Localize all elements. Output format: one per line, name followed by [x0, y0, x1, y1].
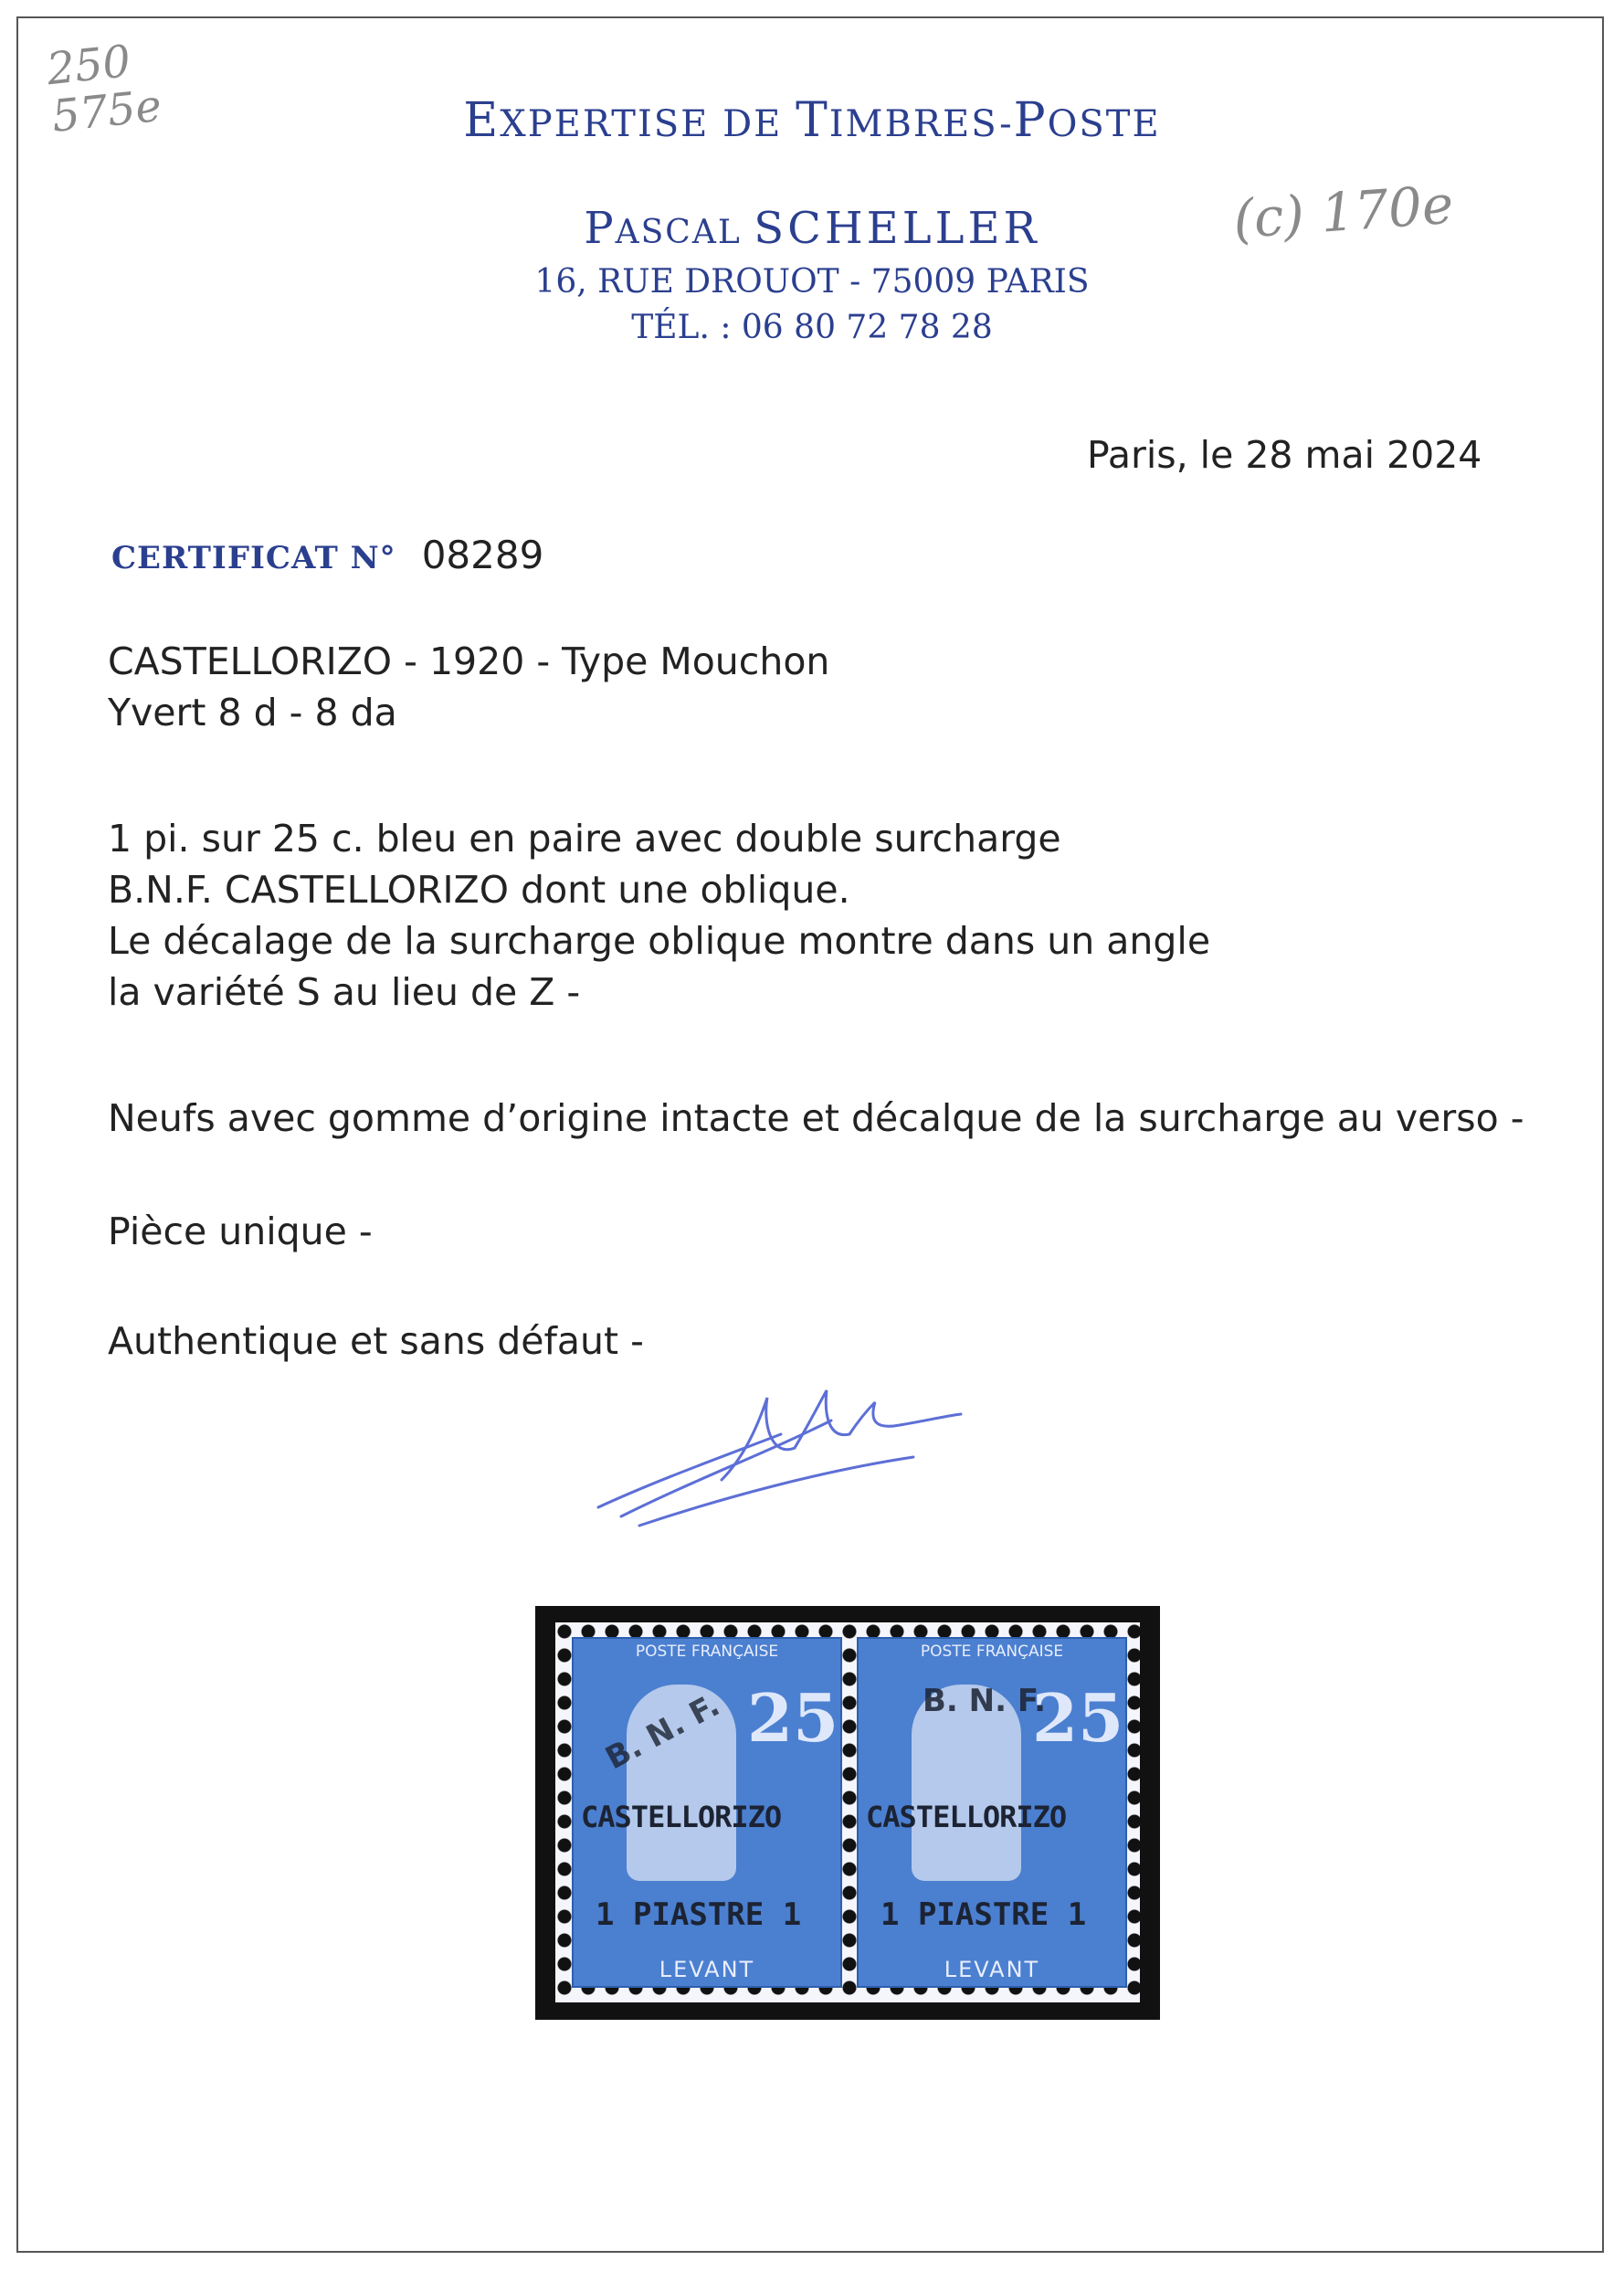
stamp-bottom-banner: LEVANT	[944, 1957, 1040, 1982]
expert-address: 16, RUE DROUOT - 75009 PARIS	[534, 263, 1090, 301]
stamp-left	[572, 1637, 842, 1988]
stamp-top-banner: POSTE FRANÇAISE	[920, 1643, 1064, 1661]
description-line: la variété S au lieu de Z -	[108, 970, 581, 1014]
stamp-right	[857, 1637, 1127, 1988]
stamp-top-banner: POSTE FRANÇAISE	[635, 1643, 779, 1661]
certificate-number: 08289	[421, 533, 544, 577]
handwritten-price: (c) 170e	[1230, 173, 1456, 251]
verdict-note: Authentique et sans défaut -	[108, 1319, 644, 1363]
stamp-value: 25	[747, 1679, 839, 1757]
expert-phone: TÉL. : 06 80 72 78 28	[631, 309, 993, 346]
header-title: EXPERTISE DE TIMBRES-POSTE	[463, 93, 1161, 148]
condition-note: Neufs avec gomme d’origine intacte et décalque de la surcharge au verso -	[108, 1096, 1524, 1140]
certificate-label: CERTIFICAT N°	[111, 540, 396, 576]
expert-name: PASCAL SCHELLER	[584, 203, 1040, 254]
stamp-description	[108, 813, 1210, 1018]
stamp-overprint-piastre: 1 PIASTRE 1	[881, 1896, 1087, 1933]
description-line: 1 pi. sur 25 c. bleu en paire avec double surcharge	[108, 817, 1061, 861]
certificate-date: Paris, le 28 mai 2024	[1087, 433, 1482, 477]
stamp-series: CASTELLORIZO - 1920 - Type Mouchon	[108, 639, 830, 683]
certificate-number-row	[111, 530, 543, 581]
uniqueness-note: Pièce unique -	[108, 1209, 373, 1253]
stamp-overprint-castellorizo: CASTELLORIZO	[866, 1800, 1067, 1834]
description-line: B.N.F. CASTELLORIZO dont une oblique.	[108, 868, 850, 912]
handwritten-line-2: 575e	[49, 79, 164, 143]
certificate-sheet	[16, 16, 1604, 2253]
stamp-pair-image	[535, 1606, 1160, 2020]
stamp-overprint-bnf: B. N. F.	[923, 1683, 1047, 1719]
stamp-bottom-banner: LEVANT	[659, 1957, 755, 1982]
stamp-overprint-bnf: B. N. F.	[599, 1686, 726, 1778]
stamp-overprint-castellorizo: CASTELLORIZO	[581, 1800, 782, 1834]
stamp-catalogue: Yvert 8 d - 8 da	[108, 691, 397, 734]
description-line: Le décalage de la surcharge oblique montre dans un angle	[108, 919, 1211, 963]
stamp-value: 25	[1032, 1679, 1124, 1757]
expert-signature	[585, 1370, 968, 1535]
stamp-identification	[108, 636, 829, 738]
handwritten-line-1: 250	[44, 35, 133, 96]
stamp-overprint-piastre: 1 PIASTRE 1	[596, 1896, 802, 1933]
